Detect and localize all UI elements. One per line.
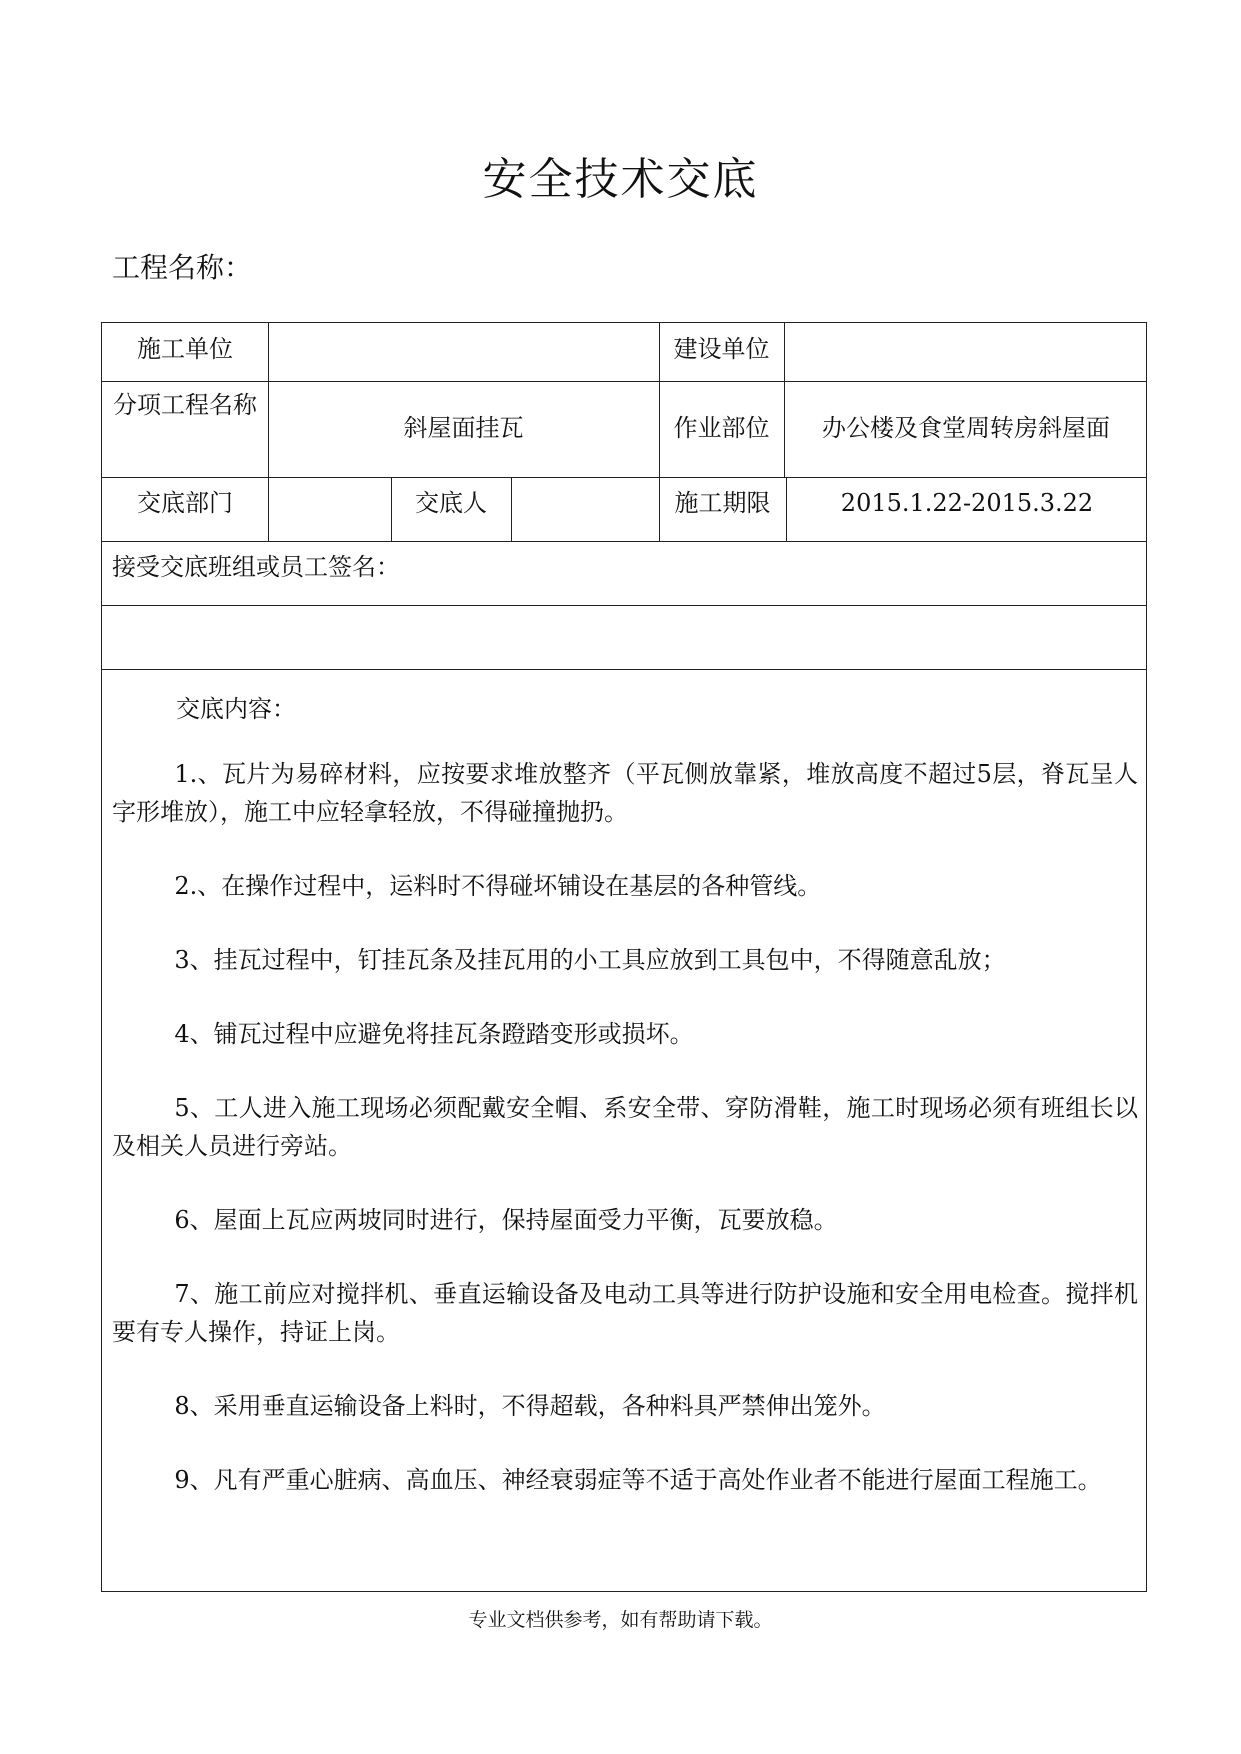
list-item: 9、凡有严重心脏病、高血压、神经衰弱症等不适于高处作业者不能进行屋面工程施工。 xyxy=(174,1466,1102,1494)
briefing-items-list xyxy=(112,755,1138,1535)
footer-note: 专业文档供参考，如有帮助请下载。 xyxy=(468,1609,773,1631)
period-label: 施工期限 xyxy=(674,489,771,517)
signature-label: 接受交底班组或员工签名： xyxy=(112,553,400,581)
subproject-label: 分项工程名称 xyxy=(113,391,257,419)
project-name-label: 工程名称： xyxy=(112,251,253,284)
list-item: 7、施工前应对搅拌机、垂直运输设备及电动工具等进行防护设施和安全用电检查。搅拌机要有专人操作，持证上岗。 xyxy=(112,1280,1138,1346)
content-heading: 交底内容： xyxy=(176,695,296,723)
list-item: 6、屋面上瓦应两坡同时进行，保持屋面受力平衡，瓦要放稳。 xyxy=(174,1206,838,1234)
column-divider xyxy=(784,323,785,477)
department-label: 交底部门 xyxy=(137,489,233,517)
row-divider xyxy=(102,605,1146,606)
document-title: 安全技术交底 xyxy=(482,154,759,205)
list-item: 5、工人进入施工现场必须配戴安全帽、系安全带、穿防滑鞋，施工时现场必须有班组长以及相关人员进行旁站。 xyxy=(112,1094,1138,1160)
period-value: 2015.1.22-2015.3.22 xyxy=(840,489,1094,517)
list-item: 1.、瓦片为易碎材料，应按要求堆放整齐（平瓦侧放靠紧，堆放高度不超过5层，脊瓦呈人字形堆放），施工中应轻拿轻放，不得碰撞抛扔。 xyxy=(112,760,1138,826)
list-item: 4、铺瓦过程中应避免将挂瓦条蹬踏变形或损坏。 xyxy=(174,1020,694,1048)
list-item: 8、采用垂直运输设备上料时，不得超载，各种料具严禁伸出笼外。 xyxy=(174,1392,886,1420)
briefer-label: 交底人 xyxy=(415,489,487,517)
list-item: 2.、在操作过程中，运料时不得碰坏铺设在基层的各种管线。 xyxy=(174,872,822,900)
row-divider xyxy=(102,669,1146,670)
row-divider xyxy=(102,381,1146,382)
briefing-form-table xyxy=(101,322,1147,1592)
work-area-value: 办公楼及食堂周转房斜屋面 xyxy=(822,414,1110,442)
construction-unit-label: 施工单位 xyxy=(137,335,233,363)
subproject-value: 斜屋面挂瓦 xyxy=(403,414,524,442)
owner-unit-label: 建设单位 xyxy=(673,335,770,363)
row-divider xyxy=(102,541,1146,542)
column-divider xyxy=(511,477,512,541)
row-divider xyxy=(102,477,1146,478)
work-area-label: 作业部位 xyxy=(673,414,770,442)
list-item: 3、挂瓦过程中，钉挂瓦条及挂瓦用的小工具应放到工具包中，不得随意乱放； xyxy=(174,946,1006,974)
